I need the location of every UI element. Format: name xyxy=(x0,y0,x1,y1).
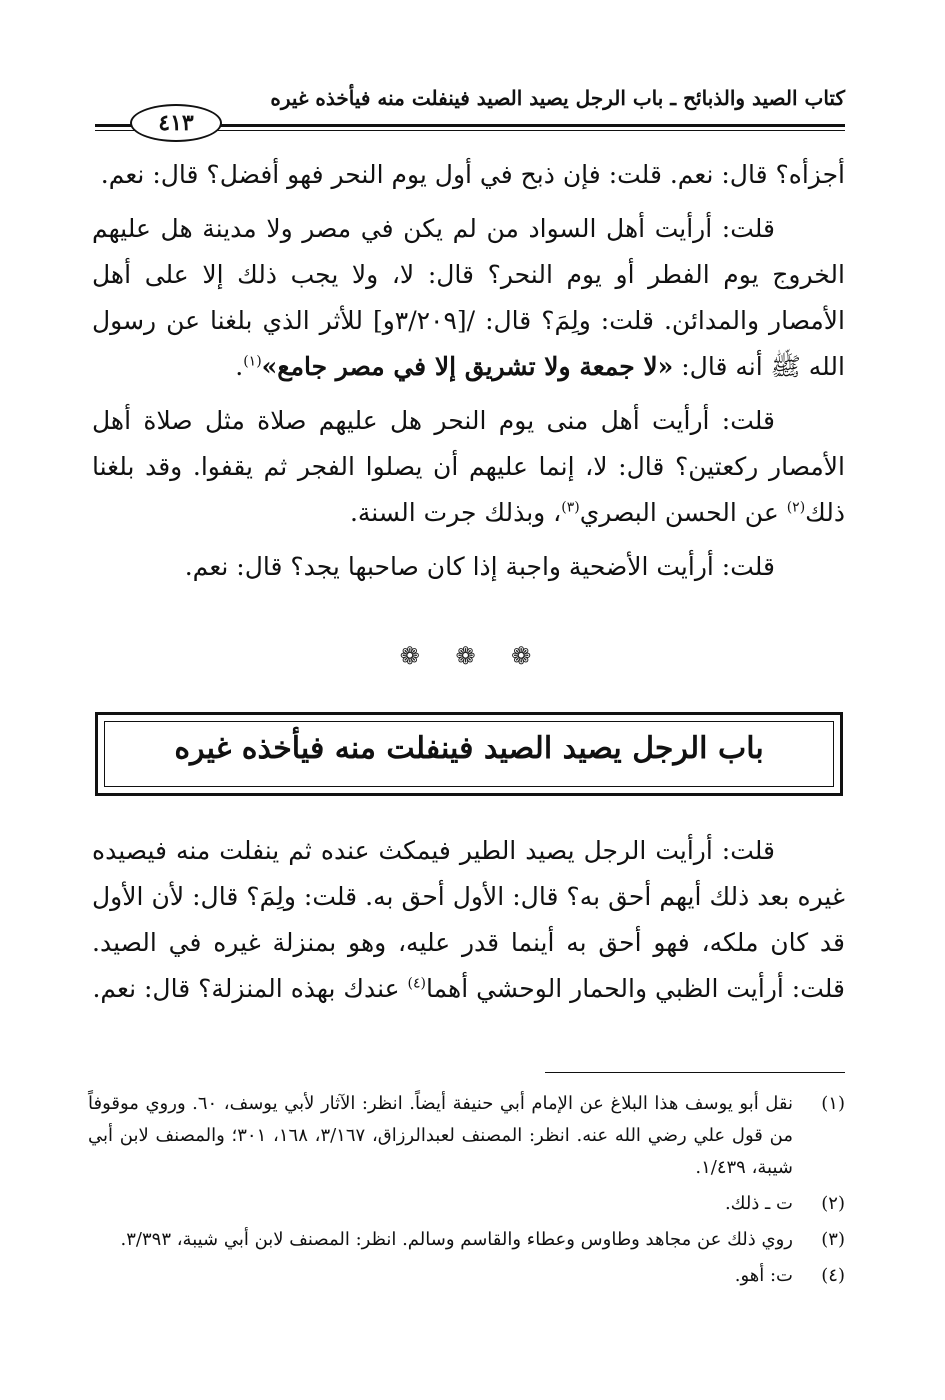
page-number: ٤١٣ xyxy=(130,104,222,142)
section-one-text xyxy=(92,152,845,590)
footnote-number: (٢) xyxy=(821,1193,845,1214)
paragraph-1: أجزأه؟ قال: نعم. قلت: فإن ذبح في أول يوم النحر فهو أفضل؟ قال: نعم. xyxy=(100,160,845,189)
paragraph-4: قلت: أرأيت الأضحية واجبة إذا كان صاحبها يجد؟ قال: نعم. xyxy=(184,552,775,581)
paragraph-2-end: . xyxy=(235,352,244,381)
paragraph-2-text: قلت: أرأيت أهل السواد من لم يكن في مصر ولا مدينة هل عليهم الخروج يوم الفطر أو يوم النحر؟ قال: لا، ولا يجب ذلك إلا على أهل الأمصار والمدائن. قلت: ولِمَ؟ قال: /[٣/٢٠٩و] للأثر الذي بلغنا عن رسول الله ﷺ أنه قال: xyxy=(92,214,846,381)
footnote-ref-2: (٢) xyxy=(786,499,806,516)
footnote-text: ت ـ ذلك. xyxy=(724,1193,793,1214)
footnote-number: (٣) xyxy=(821,1229,845,1250)
footnotes xyxy=(88,1088,845,1296)
footnote-3 xyxy=(88,1224,845,1256)
footnote-ref-4: (٤) xyxy=(407,975,426,992)
paragraph-3-text-c: ، وبذلك جرت السنة. xyxy=(349,498,562,527)
footnote-number: (٤) xyxy=(821,1265,845,1286)
footnote-separator xyxy=(545,1072,845,1073)
paragraph-5 xyxy=(92,828,845,1012)
paragraph-5-text-b: عندك بهذه المنزلة؟ قال: نعم. xyxy=(92,974,408,1003)
section-two-text xyxy=(92,828,845,1012)
footnote-ref-3: (٣) xyxy=(561,499,580,516)
footnote-1 xyxy=(88,1088,845,1184)
footnote-text: نقل أبو يوسف هذا البلاغ عن الإمام أبي حنيفة أيضاً. انظر: الآثار لأبي يوسف، ٦٠. وروي موقوفاً من قول علي رضي الله عنه. انظر: المصنف لعبدالرزاق، ٣/١٦٧، ١٦٨، ٣٠١؛ والمصنف لابن أبي شيبة، ١/٤٣٩. xyxy=(88,1093,793,1178)
footnote-2 xyxy=(88,1188,845,1220)
footnote-number: (١) xyxy=(821,1093,845,1114)
paragraph-2 xyxy=(92,206,845,390)
paragraph-3-text-a: قلت: أرأيت أهل منى يوم النحر هل عليهم صلاة مثل صلاة أهل الأمصار ركعتين؟ قال: لا، إنما عليهم أن يصلوا الفجر ثم يقفوا. وقد بلغنا ذلك xyxy=(92,406,845,527)
paragraph-5-text-a: قلت: أرأيت الرجل يصيد الطير فيمكث عنده ثم ينفلت منه فيصيده غيره بعد ذلك أيهم أحق به؟ قال: الأول أحق به. قلت: ولِمَ؟ قال: لأن الأول قد كان ملكه، فهو أحق به أينما قدر عليه، وهو بمنزلة غيره في الصيد. قلت: أرأيت الظبي والحمار الوحشي أهما xyxy=(92,836,845,1003)
footnote-text: روي ذلك عن مجاهد وطاوس وعطاء والقاسم وسالم. انظر: المصنف لابن أبي شيبة، ٣/٣٩٣. xyxy=(120,1229,793,1250)
running-title: كتاب الصيد والذبائح ـ باب الرجل يصيد الصيد فينفلت منه فيأخذه غيره xyxy=(270,86,845,110)
footnote-4 xyxy=(88,1260,845,1292)
hadith-quote: «لا جمعة ولا تشريق إلا في مصر جامع» xyxy=(261,352,674,381)
section-divider-ornament: ❁ ❁ ❁ xyxy=(399,642,546,670)
chapter-title: باب الرجل يصيد الصيد فينفلت منه فيأخذه غيره xyxy=(174,731,764,766)
footnote-ref-1: (١) xyxy=(243,353,262,370)
chapter-title-box xyxy=(95,712,843,796)
paragraph-3 xyxy=(92,398,845,536)
footnote-text: ت: أهو. xyxy=(734,1265,793,1286)
paragraph-3-text-b: عن الحسن البصري xyxy=(579,498,787,527)
